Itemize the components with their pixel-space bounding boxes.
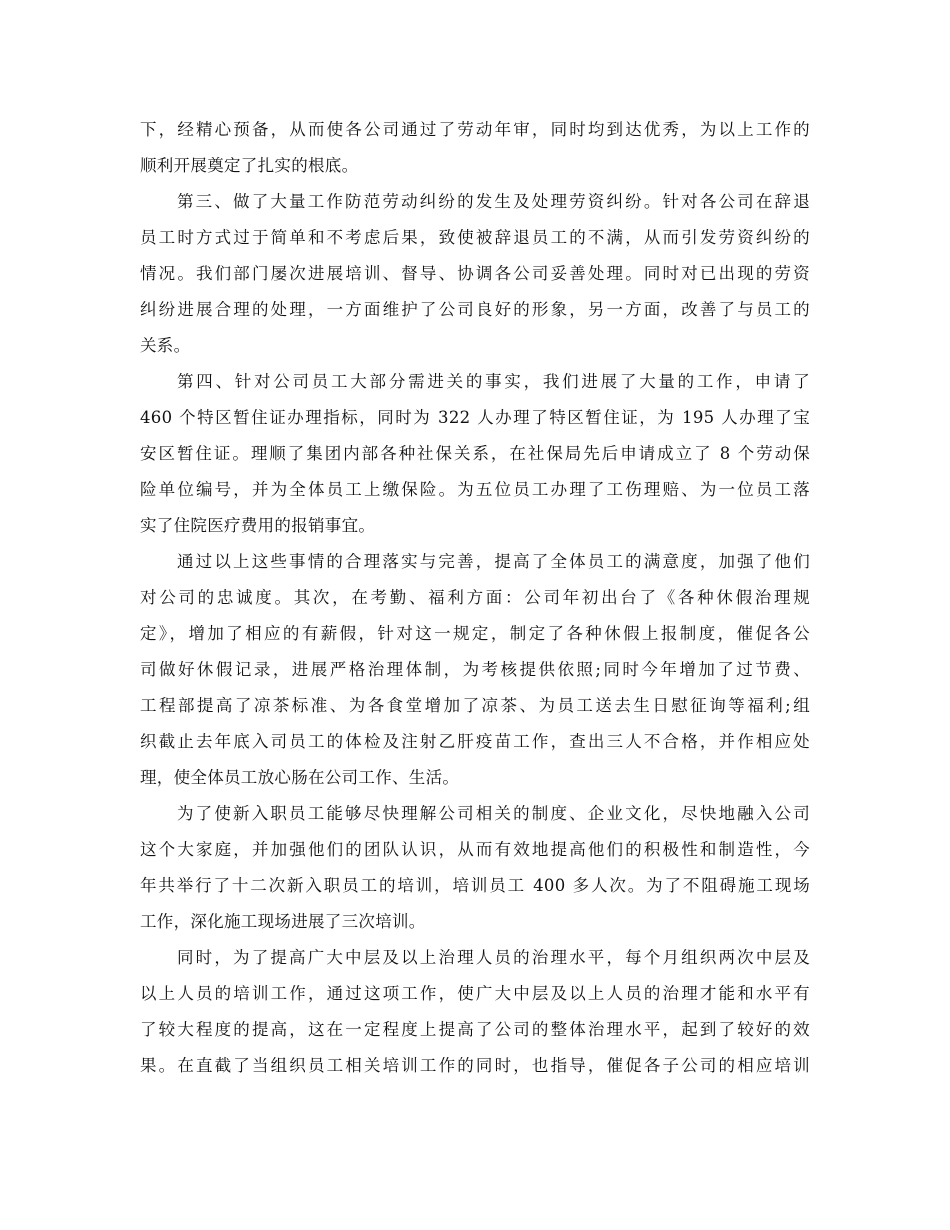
text-line: 第三、做了大量工作防范劳动纠纷的发生及处理劳资纠纷。针对各公司在辞退 bbox=[177, 192, 810, 211]
text-line: 险单位编号，并为全体员工上缴保险。为五位员工办理了工伤理赔、为一位员工落 bbox=[140, 480, 810, 499]
text-line: 顺利开展奠定了扎实的根底。 bbox=[140, 156, 359, 175]
text-line: 理，使全体员工放心肠在公司工作、生活。 bbox=[140, 768, 460, 787]
text-line: 第四、针对公司员工大部分需进关的事实，我们进展了大量的工作，申请了 bbox=[177, 372, 810, 391]
text-line: 工程部提高了凉茶标准、为各食堂增加了凉茶、为员工送去生日慰征询等福利;组 bbox=[140, 696, 810, 715]
text-line: 司做好休假记录，进展严格治理体制，为考核提供依照;同时今年增加了过节费、 bbox=[140, 660, 810, 679]
text-line: 460 个特区暂住证办理指标，同时为 322 人办理了特区暂住证，为 195 人办理了宝 bbox=[140, 408, 810, 427]
text-line: 这个大家庭，并加强他们的团队认识，从而有效地提高他们的积极性和制造性，今 bbox=[140, 840, 810, 859]
text-line: 安区暂住证。理顺了集团内部各种社保关系，在社保局先后申请成立了 8 个劳动保 bbox=[140, 444, 810, 463]
text-line: 工作，深化施工现场进展了三次培训。 bbox=[140, 912, 426, 931]
text-line: 为了使新入职员工能够尽快理解公司相关的制度、企业文化，尽快地融入公司 bbox=[177, 804, 810, 823]
text-line: 定》，增加了相应的有薪假，针对这一规定，制定了各种休假上报制度，催促各公 bbox=[140, 624, 810, 643]
text-line: 对公司的忠诚度。其次，在考勤、福利方面：公司年初出台了《各种休假治理规 bbox=[140, 588, 810, 607]
document-body bbox=[140, 112, 810, 1084]
text-line: 实了住院医疗费用的报销事宜。 bbox=[140, 516, 376, 535]
text-line: 织截止去年底入司员工的体检及注射乙肝疫苗工作，查出三人不合格，并作相应处 bbox=[140, 732, 810, 751]
text-line: 年共举行了十二次新入职员工的培训，培训员工 400 多人次。为了不阻碍施工现场 bbox=[140, 876, 810, 895]
text-line: 了较大程度的提高，这在一定程度上提高了公司的整体治理水平，起到了较好的效 bbox=[140, 1020, 810, 1039]
text-line: 员工时方式过于简单和不考虑后果，致使被辞退员工的不满，从而引发劳资纠纷的 bbox=[140, 228, 810, 247]
text-line: 纠纷进展合理的处理，一方面维护了公司良好的形象，另一方面，改善了与员工的 bbox=[140, 300, 810, 319]
text-line: 以上人员的培训工作，通过这项工作，使广大中层及以上人员的治理才能和水平有 bbox=[140, 984, 810, 1003]
text-line: 通过以上这些事情的合理落实与完善，提高了全体员工的满意度，加强了他们 bbox=[177, 552, 810, 571]
text-line: 同时，为了提高广大中层及以上治理人员的治理水平，每个月组织两次中层及 bbox=[177, 948, 810, 967]
text-line: 关系。 bbox=[140, 336, 191, 355]
text-line: 果。在直截了当组织员工相关培训工作的同时，也指导，催促各子公司的相应培训 bbox=[140, 1056, 810, 1075]
text-line: 下，经精心预备，从而使各公司通过了劳动年审，同时均到达优秀，为以上工作的 bbox=[140, 120, 810, 139]
text-line: 情况。我们部门屡次进展培训、督导、协调各公司妥善处理。同时对已出现的劳资 bbox=[140, 264, 810, 283]
